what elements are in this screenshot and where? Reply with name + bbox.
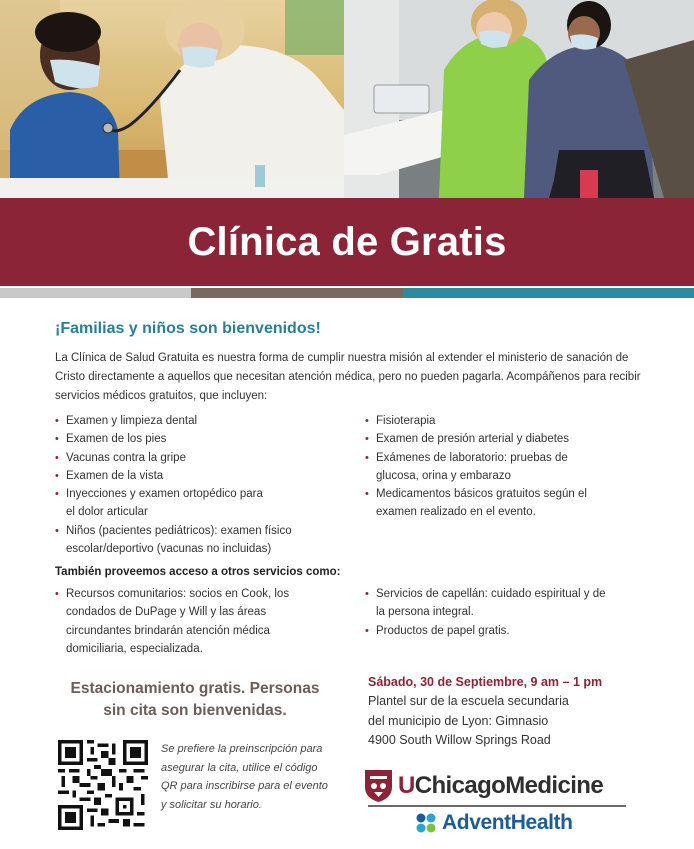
logo-text: ChicagoMedicine xyxy=(414,772,604,799)
title-banner xyxy=(0,198,694,286)
photo-blood-pressure-check xyxy=(344,0,694,198)
welcome-headline: ¡Familias y niños son bienvenidos! xyxy=(55,320,321,337)
list-item: • Examen y limpieza dental xyxy=(55,412,355,430)
list-item: • Recursos comunitarios: socios en Cook, los condados de DuPage y Will y las áreas circundantes brindarán atención médica domiciliaria, especializada. xyxy=(55,585,310,658)
page-title: Clínica de Gratis xyxy=(187,219,507,264)
photo-child-stethoscope xyxy=(0,0,344,198)
qr-instructions: Se prefiere la preinscripción para asegurar la cita, utilice el código QR para inscribirse para el evento y solicitar su horario. xyxy=(161,743,328,811)
uchicago-shield-icon xyxy=(364,769,393,803)
list-item: • Exámenes de laboratorio: pruebas de glucosa, orina y embarazo xyxy=(365,449,595,486)
adventhealth-cross-icon xyxy=(415,812,437,834)
list-item: • Inyecciones y examen ortopédico para el dolor articular xyxy=(55,485,270,522)
adventhealth-logo xyxy=(415,811,573,835)
other-services-list-right xyxy=(365,585,625,640)
uchicago-medicine-logo xyxy=(364,768,626,804)
event-location-line: Plantel sur de la escuela secundaria xyxy=(368,694,569,708)
hero-photos xyxy=(0,0,694,198)
list-item: • Examen de la vista xyxy=(55,467,355,485)
parking-note xyxy=(40,678,350,722)
list-item: • Productos de papel gratis. xyxy=(365,622,625,640)
event-date: Sábado, 30 de Septiembre, 9 am – 1 pm xyxy=(368,675,603,689)
list-item: • Examen de los pies xyxy=(55,430,355,448)
event-location-line: del municipio de Lyon: Gimnasio xyxy=(368,713,549,728)
logo-divider xyxy=(368,805,626,807)
divider-stripe-gray xyxy=(0,288,191,298)
intro-paragraph: La Clínica de Salud Gratuita es nuestra forma de cumplir nuestra misión al extender el ministerio de sanación de Cristo directamente a aquellos que necesitan atención médica, pero no pueden pagarla. Acompáñenos para recibir servicios médicos gratuitos, que incluyen: xyxy=(55,352,641,402)
logo-text-prefix: U xyxy=(398,772,415,799)
list-item: • Servicios de capellán: cuidado espiritual y de la persona integral. xyxy=(365,585,615,622)
event-address: 4900 South Willow Springs Road xyxy=(368,733,551,747)
divider-stripe-brown xyxy=(191,288,403,298)
qr-code[interactable] xyxy=(58,740,148,830)
event-location xyxy=(368,692,618,751)
parking-note-line: sin cita son bienvenidas. xyxy=(103,702,287,719)
list-item: • Vacunas contra la gripe xyxy=(55,449,355,467)
services-list-left xyxy=(55,412,355,558)
list-item: • Examen de presión arterial y diabetes xyxy=(365,430,625,448)
other-services-heading: También proveemos acceso a otros servicios como: xyxy=(55,566,341,578)
services-list-right xyxy=(365,412,625,522)
divider-stripe-teal xyxy=(403,288,694,298)
list-item: • Niños (pacientes pediátricos): examen físico escolar/deportivo (vacunas no incluidas) xyxy=(55,522,320,559)
logo-text: AdventHealth xyxy=(442,811,573,834)
list-item: • Fisioterapia xyxy=(365,412,625,430)
parking-note-line: Estacionamiento gratis. Personas xyxy=(70,680,320,697)
list-item: • Medicamentos básicos gratuitos según el examen realizado en el evento. xyxy=(365,485,615,522)
other-services-list-left xyxy=(55,585,355,658)
